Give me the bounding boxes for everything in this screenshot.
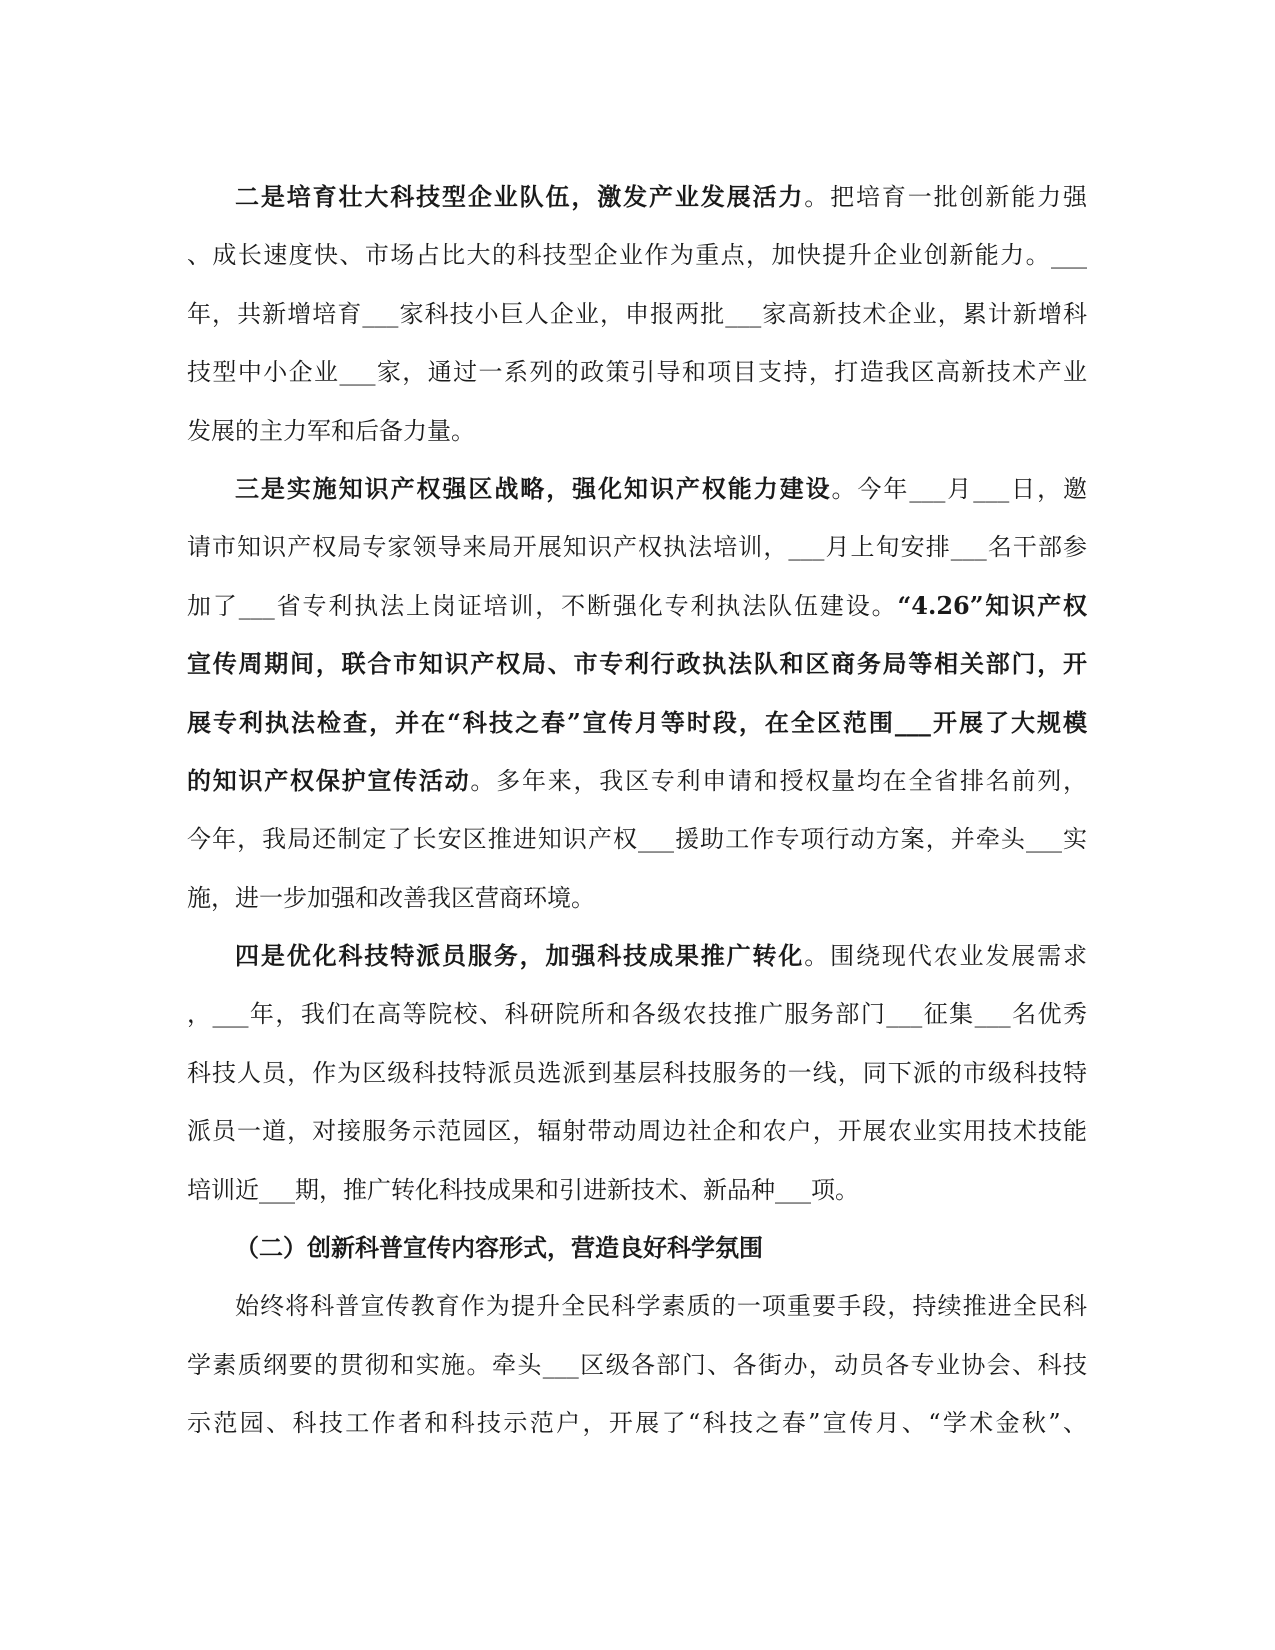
bold-lead: 二是培育壮大科技型企业队伍，激发产业发展活力	[235, 182, 805, 211]
text-line: 的知识产权保护宣传活动。多年来，我区专利申请和授权量均在全省排名前列，	[187, 765, 1088, 795]
text-line: 发展的主力军和后备力量。	[187, 416, 475, 445]
text-line: 年，共新增培育___家科技小巨人企业，申报两批___家高新技术企业，累计新增科	[187, 299, 1087, 328]
text-line: 始终将科普宣传教育作为提升全民科学素质的一项重要手段，持续推进全民科	[235, 1292, 1087, 1321]
text-line: 示范园、科技工作者和科技示范户，开展了“科技之春”宣传月、“学术金秋”、	[187, 1409, 1087, 1438]
text-line: 四是优化科技特派员服务，加强科技成果推广转化。围绕现代农业发展需求	[235, 941, 1087, 971]
text-line: 学素质纲要的贯彻和实施。牵头___区级各部门、各街办，动员各专业协会、科技	[187, 1350, 1087, 1379]
document-page	[187, 168, 1087, 1453]
text-line: 加了___省专利执法上岗证培训，不断强化专利执法队伍建设。“4.26”知识产权	[187, 590, 1088, 620]
text-line: 培训近___期，推广转化科技成果和引进新技术、新品种___项。	[187, 1175, 859, 1204]
text-line: 科技人员，作为区级科技特派员选派到基层科技服务的一线，同下派的市级科技特	[187, 1058, 1087, 1087]
text-line: 请市知识产权局专家领导来局开展知识产权执法培训，___月上旬安排___名干部参	[187, 533, 1087, 562]
text-line: 宣传周期间，联合市知识产权局、市专利行政执法队和区商务局等相关部门，开	[187, 649, 1087, 679]
text-line: 今年，我局还制定了长安区推进知识产权___援助工作专项行动方案，并牵头___实	[187, 825, 1087, 854]
text-line: 二是培育壮大科技型企业队伍，激发产业发展活力。把培育一批创新能力强	[235, 182, 1087, 211]
text-line: 派员一道，对接服务示范园区，辐射带动周边社企和农户，开展农业实用技术技能	[187, 1117, 1087, 1146]
text-line: 技型中小企业___家，通过一系列的政策引导和项目支持，打造我区高新技术产业	[187, 358, 1087, 387]
bold-lead: 四是优化科技特派员服务，加强科技成果推广转化	[235, 941, 805, 971]
text-line: 施，进一步加强和改善我区营商环境。	[187, 883, 595, 912]
text-line: ，___年，我们在高等院校、科研院所和各级农技推广服务部门___征集___名优秀	[187, 1000, 1087, 1029]
text-line: 三是实施知识产权强区战略，强化知识产权能力建设。今年___月___日，邀	[235, 473, 1087, 503]
text-line: 展专利执法检查，并在“科技之春”宣传月等时段，在全区范围___开展了大规模	[187, 707, 1087, 737]
text-line: 、成长速度快、市场占比大的科技型企业作为重点，加快提升企业创新能力。___	[187, 241, 1087, 270]
bold-lead: 三是实施知识产权强区战略，强化知识产权能力建设	[235, 473, 832, 503]
section-heading: （二）创新科普宣传内容形式，营造良好科学氛围	[235, 1233, 763, 1263]
bold-phrase: “4.26”知识产权	[897, 590, 1088, 620]
